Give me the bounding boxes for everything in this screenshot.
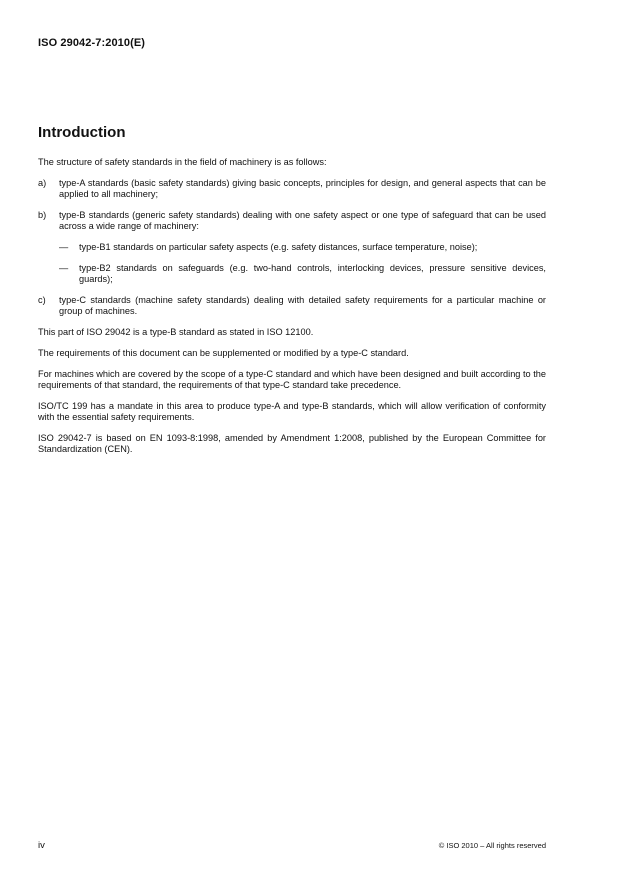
- document-header-id: ISO 29042-7:2010(E): [38, 37, 146, 49]
- list-marker: b): [38, 210, 47, 220]
- list-item-a: [38, 178, 546, 200]
- paragraph-mandate: ISO/TC 199 has a mandate in this area to produce type-A and type-B standards, which will allow verification of conformity with the essential safety requirements.: [38, 401, 546, 422]
- paragraph-type-b-statement: This part of ISO 29042 is a type-B standard as stated in ISO 12100.: [38, 327, 314, 337]
- paragraph-supplemented: The requirements of this document can be supplemented or modified by a type-C standard.: [38, 348, 409, 358]
- list-item-text: type-A standards (basic safety standards) giving basic concepts, principles for design, and general aspects that can be applied to all machinery;: [59, 178, 546, 199]
- paragraph-precedence: For machines which are covered by the scope of a type-C standard and which have been designed and built according to the requirements of that standard, the requirements of that type-C standard take precedence.: [38, 369, 546, 390]
- intro-paragraph: The structure of safety standards in the field of machinery is as follows:: [38, 157, 327, 167]
- list-item-c: [38, 295, 546, 317]
- sub-item-b1: [59, 242, 546, 253]
- sub-item-text: type-B1 standards on particular safety aspects (e.g. safety distances, surface temperature, noise);: [79, 242, 478, 252]
- list-item-b: [38, 210, 546, 232]
- em-dash-marker: —: [59, 242, 69, 252]
- introduction-body: [38, 157, 546, 465]
- sub-item-text: type-B2 standards on safeguards (e.g. two-hand controls, interlocking devices, pressure sensitive devices, guards);: [79, 263, 546, 284]
- page-number: iv: [38, 840, 45, 851]
- list-marker: a): [38, 178, 47, 188]
- list-item-text: type-C standards (machine safety standards) dealing with detailed safety requirements for a particular machine or group of machines.: [59, 295, 546, 316]
- list-item-text: type-B standards (generic safety standards) dealing with one safety aspect or one type of safeguard that can be used across a wide range of machinery:: [59, 210, 546, 231]
- paragraph-based-on: ISO 29042-7 is based on EN 1093-8:1998, amended by Amendment 1:2008, published by the European Committee for Standardization (CEN).: [38, 433, 546, 454]
- sub-item-b2: [59, 263, 546, 285]
- list-marker: c): [38, 295, 46, 305]
- copyright-notice: © ISO 2010 – All rights reserved: [438, 841, 546, 850]
- em-dash-marker: —: [59, 263, 69, 273]
- section-title: Introduction: [38, 124, 126, 141]
